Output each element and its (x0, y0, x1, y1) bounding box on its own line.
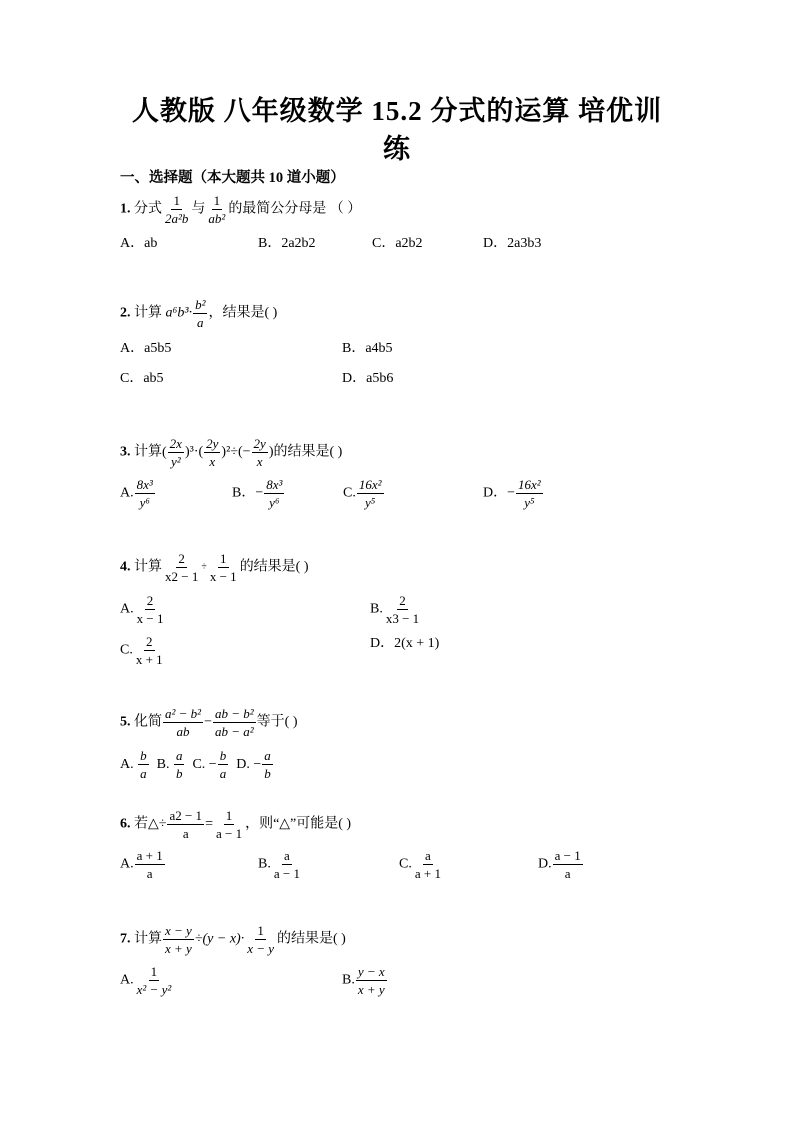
question-number: 2. (120, 305, 131, 321)
fraction: $\frac{1}{\text{2a²b}}$ (165, 193, 189, 226)
fraction: $\frac{1}{x - y}$ (247, 923, 275, 956)
fraction: $\frac{1}{x - 1}$ (209, 551, 237, 584)
option-b: B．2a2b2 (258, 236, 316, 251)
option-d: D. $\frac{a - 1}{a}$ (538, 848, 581, 881)
fraction: $\frac{2}{x2 - 1}$ (165, 551, 199, 584)
question-1: 1. 分式 $\frac{1}{\text{2a²b}}$ 与 $\frac{1}{\text{ab²}}$ 的最简公分母是 （ ） (120, 193, 362, 226)
question-number: 4. (120, 559, 131, 575)
question-number: 6. (120, 816, 131, 832)
question-6: 6. 若△÷ $\frac{a2 - 1}{a}$ = $\frac{1}{a - 1}$ ，则“△”可能是( ) (120, 808, 352, 841)
question-2: 2. 计算 a⁶b³· $\frac{\text{b²}}{a}$ ，结果是( ) (120, 297, 278, 330)
fraction: $\frac{2y}{x}$ (206, 436, 219, 469)
fraction: $\frac{\text{b²}}{a}$ (195, 297, 206, 330)
fraction: $\frac{\text{a² − b²}}{ab}$ (165, 706, 202, 739)
option-c: C．a2b2 (372, 236, 423, 251)
option-a: A. $\frac{b}{a}$ (120, 748, 147, 781)
title-line-1: 人教版 八年级数学 15.2 分式的运算 培优训 (131, 96, 663, 126)
fraction: $\frac{1}{a - 1}$ (215, 808, 243, 841)
option-b: B．a4b5 (342, 341, 393, 356)
option-a: A. $\frac{1}{\text{x² − y²}}$ (120, 964, 172, 997)
question-number: 7. (120, 931, 131, 947)
option-c: C. − $\frac{b}{a}$ (192, 748, 227, 781)
question-number: 3. (120, 444, 131, 460)
option-d: D．a5b6 (342, 371, 394, 386)
option-b: B. $\frac{2}{x3 - 1}$ (370, 593, 420, 626)
question-number: 1. (120, 201, 131, 217)
option-row (120, 748, 274, 781)
fraction: $\frac{2x}{\text{y²}}$ (169, 436, 182, 469)
option-b: B. $\frac{y - x}{x + y}$ (342, 964, 385, 997)
option-a: A．ab (120, 236, 158, 251)
fraction: $\frac{x - y}{x + y}$ (165, 923, 192, 956)
option-d: D．2(x + 1) (370, 636, 440, 651)
section-heading: 一、选择题（本大题共 10 道小题） (120, 170, 345, 186)
fraction: $\frac{2y}{x}$ (253, 436, 266, 469)
question-5: 5. 化简 $\frac{\text{a² − b²}}{ab}$ − $\frac{\text{ab − b²}}{\text{ab − a²}}$ 等于( ) (120, 706, 298, 739)
page-title (0, 92, 794, 168)
option-a: A. $\frac{a + 1}{a}$ (120, 848, 163, 881)
option-c: C. $\frac{\text{16x²}}{\text{y⁵}}$ (343, 477, 382, 510)
question-7: 7. 计算 $\frac{x - y}{x + y}$ ÷(y − x)· $\frac{1}{x - y}$ 的结果是( ) (120, 923, 346, 956)
option-b: B. $\frac{a}{b}$ (156, 748, 183, 781)
option-d: D．2a3b3 (483, 236, 542, 251)
option-a: A. $\frac{\text{8x³}}{\text{y⁶}}$ (120, 477, 153, 510)
option-c: C．ab5 (120, 371, 164, 386)
option-b: B．− $\frac{\text{8x³}}{\text{y⁶}}$ (232, 477, 283, 510)
option-b: B. $\frac{a}{a - 1}$ (258, 848, 300, 881)
title-line-2: 练 (383, 134, 411, 164)
question-4: 4. 计算 $\frac{2}{x2 - 1}$ ÷ $\frac{1}{x - 1}$ 的结果是( ) (120, 551, 309, 584)
question-3: 3. 计算( $\frac{2x}{\text{y²}}$ )³·( $\frac{2y}{x}$ )²÷(− $\frac{2y}{x}$ )的结果是( ) (120, 436, 343, 469)
option-d: D. − $\frac{a}{b}$ (236, 748, 271, 781)
option-d: D．− $\frac{\text{16x²}}{\text{y⁵}}$ (483, 477, 541, 510)
option-c: C. $\frac{a}{a + 1}$ (399, 848, 441, 881)
fraction: $\frac{1}{\text{ab²}}$ (208, 193, 226, 226)
option-c: C. $\frac{2}{x + 1}$ (120, 634, 163, 667)
question-number: 5. (120, 714, 131, 730)
option-a: A. $\frac{2}{x - 1}$ (120, 593, 164, 626)
option-a: A．a5b5 (120, 341, 172, 356)
fraction: $\frac{a2 - 1}{a}$ (169, 808, 203, 841)
fraction: $\frac{\text{ab − b²}}{\text{ab − a²}}$ (214, 706, 254, 739)
